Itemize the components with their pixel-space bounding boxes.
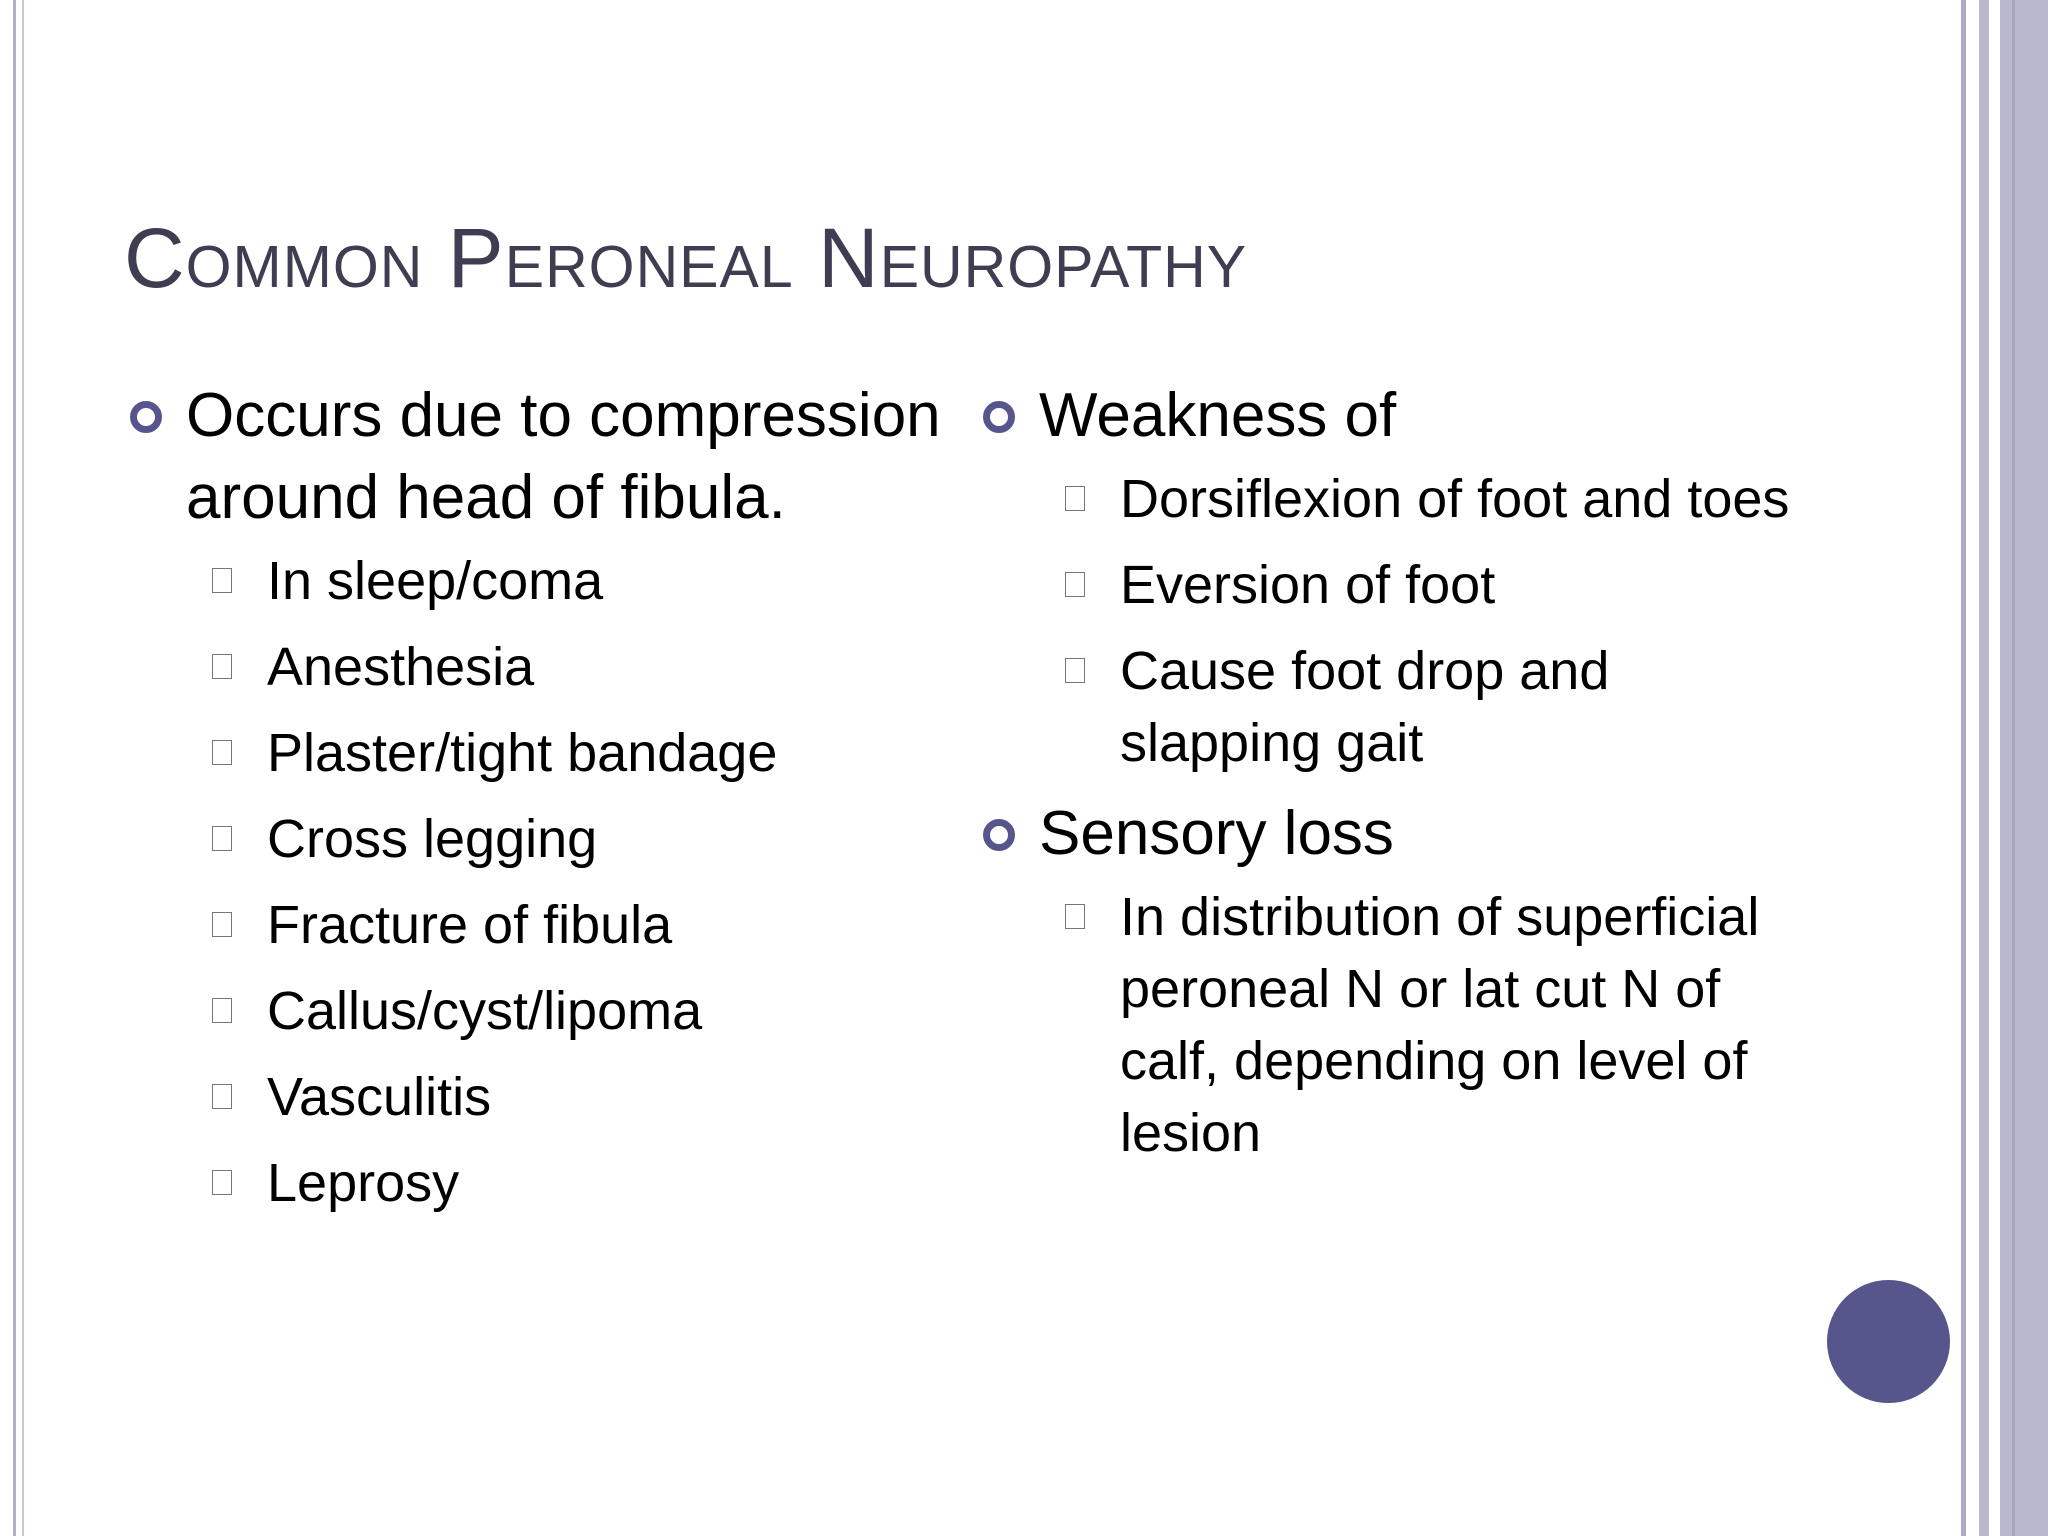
sub-bullet-text: Eversion of foot	[1120, 555, 1496, 615]
square-bullet-icon	[1065, 658, 1085, 683]
square-bullet-icon	[1065, 572, 1085, 597]
square-bullet-icon	[212, 740, 232, 765]
sub-bullet-text: Callus/cyst/lipoma	[267, 981, 703, 1041]
sub-bullet-text: Vasculitis	[267, 1067, 492, 1127]
square-bullet-icon	[212, 1170, 232, 1195]
sub-bullet-item	[124, 803, 944, 875]
sub-bullet-text: Fracture of fibula	[267, 895, 673, 955]
sub-bullet-item	[124, 889, 944, 961]
frame-left-line-inner	[22, 0, 24, 1536]
sub-bullet-text: In distribution of superficial peroneal N or lat cut N of calf, depending on level of lesion	[1120, 887, 1760, 1163]
ring-bullet-icon	[983, 401, 1015, 433]
sub-bullet-text: Cross legging	[267, 809, 598, 869]
sub-bullet-item	[124, 545, 944, 617]
sub-bullet-item	[124, 717, 944, 789]
sub-bullet-item	[124, 975, 944, 1047]
sub-bullet-text: Leprosy	[267, 1153, 460, 1213]
bullet-text: Sensory loss	[1039, 799, 1394, 868]
sub-bullet-text: Cause foot drop and slapping gait	[1120, 641, 1610, 773]
square-bullet-icon	[212, 1084, 232, 1109]
frame-right-band	[2000, 0, 2048, 1536]
left-column	[124, 375, 944, 1233]
sub-bullet-item	[124, 1147, 944, 1219]
square-bullet-icon	[212, 568, 232, 593]
frame-right-stripe-2	[1979, 0, 1989, 1536]
square-bullet-icon	[212, 826, 232, 851]
ring-bullet-icon	[130, 401, 162, 433]
square-bullet-icon	[212, 912, 232, 937]
frame-right-band-line	[2012, 0, 2015, 1536]
ring-bullet-icon	[983, 819, 1015, 851]
sub-bullet-item	[977, 463, 1797, 535]
sub-bullet-text: Plaster/tight bandage	[267, 723, 778, 783]
sub-bullet-item	[124, 1061, 944, 1133]
sub-bullet-text: Anesthesia	[267, 637, 535, 697]
sub-bullet-text: Dorsiflexion of foot and toes	[1120, 469, 1790, 529]
sub-bullet-text: In sleep/coma	[267, 551, 604, 611]
slide-title: Common Peroneal Neuropathy	[124, 211, 1248, 305]
bullet-text: Weakness of	[1039, 381, 1397, 450]
sub-bullet-item	[977, 549, 1797, 621]
right-column	[977, 375, 1797, 1183]
bullet-compression	[124, 375, 944, 539]
sub-bullet-item	[124, 631, 944, 703]
decorative-circle	[1827, 1280, 1950, 1403]
bullet-text: Occurs due to compression around head of fibula.	[186, 381, 941, 532]
frame-right-stripe-1	[1961, 0, 1966, 1536]
bullet-weakness	[977, 375, 1797, 457]
square-bullet-icon	[212, 998, 232, 1023]
square-bullet-icon	[1065, 486, 1085, 511]
square-bullet-icon	[1065, 904, 1085, 929]
sub-bullet-item	[977, 881, 1797, 1169]
square-bullet-icon	[212, 654, 232, 679]
bullet-sensory-loss	[977, 793, 1797, 875]
sub-bullet-item	[977, 635, 1797, 779]
frame-left-line	[13, 0, 16, 1536]
